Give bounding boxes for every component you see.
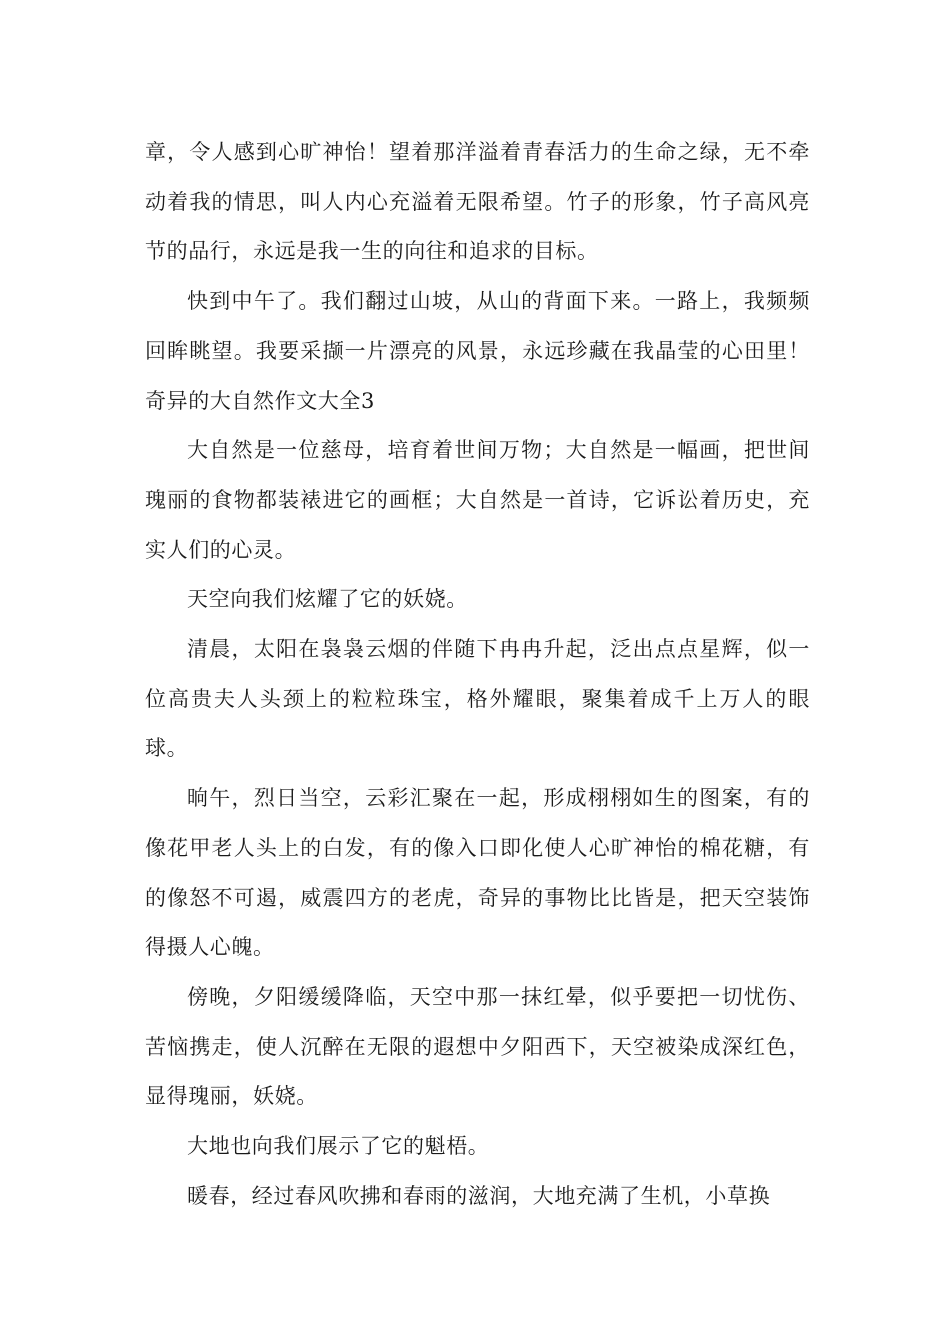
paragraph-8: 大地也向我们展示了它的魁梧。 <box>187 1134 490 1159</box>
paragraph-2: 快到中午了。我们翻过山坡，从山的背面下来。一路上，我频频回眸眺望。我要采撷一片漂亮的风景，永远珍藏在我晶莹的心田里！奇异的大自然作文大全3 <box>145 289 810 413</box>
paragraph-9: 暖春，经过春风吹拂和春雨的滋润，大地充满了生机，小草换 <box>187 1183 771 1208</box>
paragraph-3: 大自然是一位慈母，培育着世间万物；大自然是一幅画，把世间瑰丽的食物都装裱进它的画框；大自然是一首诗，它诉讼着历史，充实人们的心灵。 <box>145 438 810 562</box>
paragraph-4: 天空向我们炫耀了它的妖娆。 <box>187 587 468 612</box>
paragraph-1: 章，令人感到心旷神怡！望着那洋溢着青春活力的生命之绿，无不牵动着我的情思，叫人内心充溢着无限希望。竹子的形象，竹子高风亮节的品行，永远是我一生的向往和追求的目标。 <box>145 140 810 264</box>
paragraph-5: 清晨，太阳在袅袅云烟的伴随下冉冉升起，泛出点点星辉，似一位高贵夫人头颈上的粒粒珠宝，格外耀眼，聚集着成千上万人的眼球。 <box>145 637 810 761</box>
paragraph-7: 傍晚，夕阳缓缓降临，天空中那一抹红晕，似乎要把一切忧伤、苦恼携走，使人沉醉在无限的遐想中夕阳西下，天空被染成深红色，显得瑰丽，妖娆。 <box>145 984 810 1109</box>
paragraph-6: 晌午，烈日当空，云彩汇聚在一起，形成栩栩如生的图案，有的像花甲老人头上的白发，有的像入口即化使人心旷神怡的棉花糖，有的像怒不可遏，威震四方的老虎，奇异的事物比比皆是，把天空装饰得摄人心魄。 <box>145 786 810 960</box>
document-body <box>145 128 810 1221</box>
